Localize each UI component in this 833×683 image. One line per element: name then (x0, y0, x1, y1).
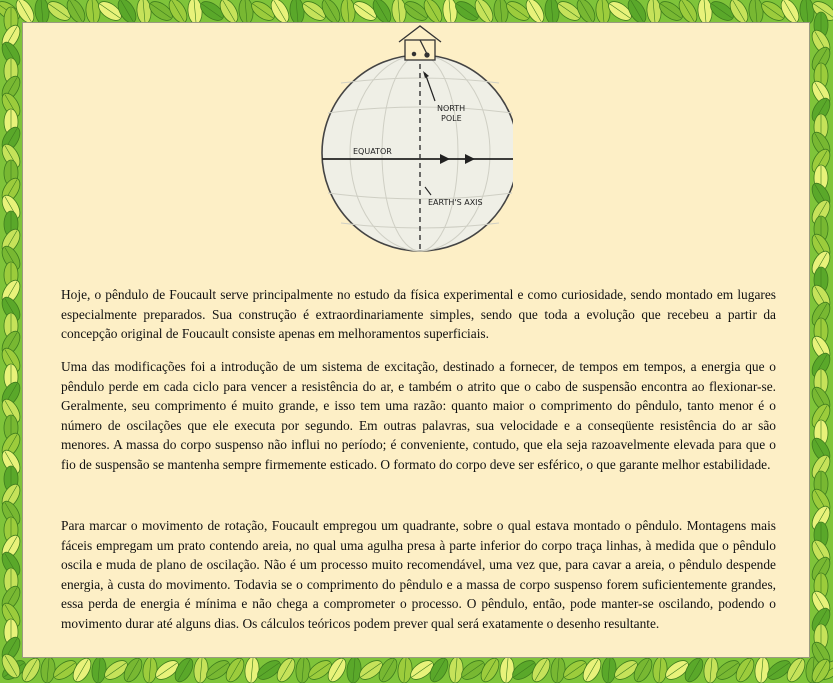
north-pole-label-1: NORTH (437, 104, 466, 113)
north-pole-label-2: POLE (441, 114, 462, 123)
paragraph-3: Para marcar o movimento de rotação, Foucault empregou um quadrante, sobre o qual estava montado o pêndulo. Montagens mais fáceis empregam um prato contendo areia, no qual uma agulha presa à parte inferior do corpo traça linhas, à medida que o pêndulo oscila e muda de plano de oscilação. Não é um processo muito recomendável, uma vez que, para cavar a areia, o pêndulo despende energia, à custa do movimento. Todavia se o comprimento do pêndulo e a massa de corpo suspenso forem suficientemente grandes, essa perda de energia é mínima e não chega a comprometer o processo. O pêndulo, então, pode manter-se oscilando, podendo o movimento durar até alguns dias. Os cálculos teóricos podem prever qual será exatamente o desenho resultante. (61, 518, 776, 631)
equator-label: EQUATOR (353, 147, 392, 156)
globe-circle (322, 55, 513, 251)
earth-globe-illustration (313, 23, 513, 273)
pendulum-house-icon (399, 26, 441, 60)
content-panel (22, 22, 810, 658)
paragraph-2: Uma das modificações foi a introdução de um sistema de excitação, destinado a fornecer, de tempos em tempos, a energia que o pêndulo perde em cada ciclo para vencer a resistência do ar, e também o atrito que o cabo de suspensão encontra ao flexionar-se. Geralmente, seu comprimento é muito grande, e isso tem uma razão: quanto maior o comprimento do pêndulo, tanto menor é o número de oscilações que ele executa por segundo. Em outras palavras, sua velocidade e a conseqüente resistência do ar são menores. A massa do corpo suspenso não influi no período; é conveniente, contudo, que ela seja razoavelmente elevada para que o fio de suspensão se mantenha sempre firmemente esticado. O formato do corpo deve ser esférico, o que garante melhor estabilidade. (61, 359, 776, 472)
paragraph-1: Hoje, o pêndulo de Foucault serve principalmente no estudo da física experimental e como curiosidade, sendo montado em lugares especialmente preparados. Sua construção é extraordinariamente simples, sendo que toda a evolução que recebeu a partir da concepção original de Foucault consiste apenas em melhoramentos superficiais. (61, 287, 776, 341)
earth-axis-label: EARTH'S AXIS (428, 198, 483, 207)
